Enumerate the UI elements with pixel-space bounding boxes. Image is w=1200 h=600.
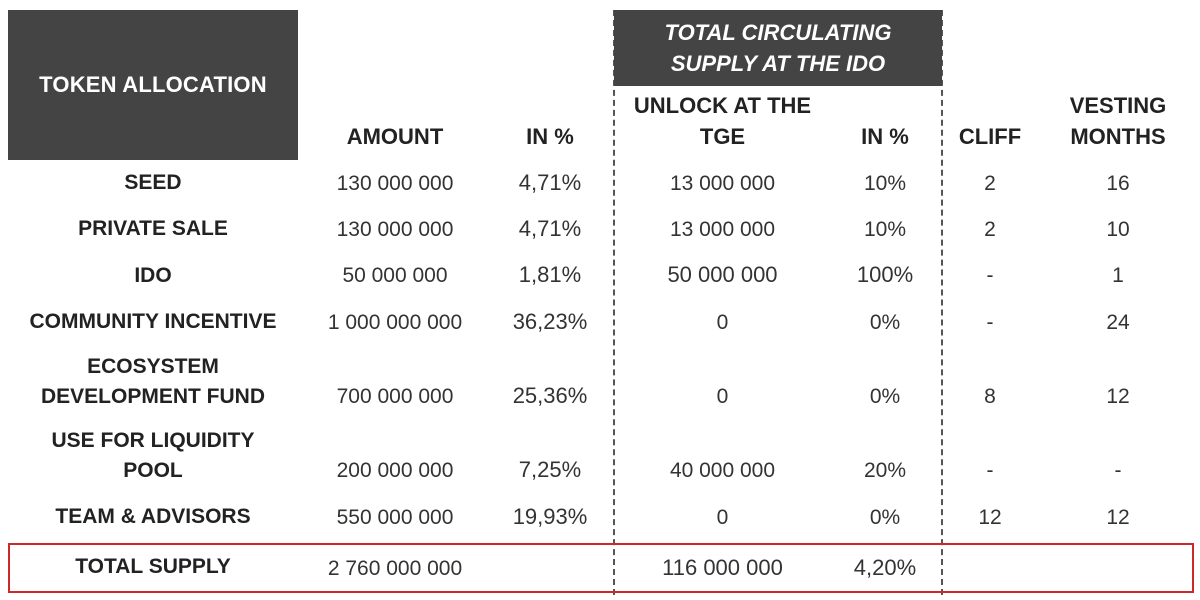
unlock-pct-cell: 0%: [869, 506, 901, 529]
token-allocation-title: TOKEN ALLOCATION: [39, 72, 267, 97]
circulating-divider-right: [941, 10, 943, 595]
amount-cell: 130 000 000: [336, 172, 454, 195]
total-supply-label: TOTAL SUPPLY: [75, 555, 231, 578]
amount-cell: 200 000 000: [336, 459, 454, 482]
amount-cell: 1 000 000 000: [327, 311, 463, 334]
amount-cell: 50 000 000: [342, 264, 448, 287]
amount-cell: 700 000 000: [336, 385, 454, 408]
vesting-cell: 16: [1106, 172, 1130, 195]
circulating-divider-left: [613, 10, 615, 595]
in-pct-cell: 4,71%: [518, 170, 582, 195]
unlock-pct-cell: 100%: [856, 262, 914, 287]
unlock-cell: 0: [716, 506, 729, 529]
vesting-cell: 12: [1106, 385, 1130, 408]
row-label: SEED: [124, 171, 182, 194]
unlock-pct-cell: 20%: [863, 459, 907, 482]
cliff-cell: 2: [984, 172, 996, 195]
column-header-unlock-pct: IN %: [861, 124, 909, 149]
column-header-in-pct: IN %: [526, 124, 574, 149]
column-header-amount: AMOUNT: [346, 124, 444, 149]
vesting-cell: 24: [1106, 311, 1130, 334]
total-unlock-pct-cell: 4,20%: [853, 555, 917, 580]
total-circulating-header: [614, 10, 942, 86]
cliff-cell: 12: [978, 506, 1002, 529]
in-pct-cell: 4,71%: [518, 216, 582, 241]
row-label: IDO: [134, 264, 172, 287]
row-label: ECOSYSTEM DEVELOPMENT FUND: [40, 355, 265, 408]
unlock-cell: 13 000 000: [669, 218, 776, 241]
in-pct-cell: 7,25%: [518, 457, 582, 482]
row-label: USE FOR LIQUIDITY POOL: [51, 429, 255, 482]
total-unlock-cell: 116 000 000: [662, 555, 783, 580]
vesting-cell: 1: [1112, 264, 1124, 287]
unlock-pct-cell: 0%: [869, 311, 901, 334]
unlock-pct-cell: 10%: [863, 218, 907, 241]
in-pct-cell: 36,23%: [512, 309, 588, 334]
vesting-cell: -: [1114, 459, 1122, 482]
unlock-cell: 50 000 000: [667, 262, 778, 287]
column-header-cliff: CLIFF: [958, 124, 1022, 149]
unlock-cell: 40 000 000: [669, 459, 776, 482]
column-header-unlock-tge: UNLOCK AT THE TGE: [633, 93, 812, 149]
token-allocation-header: [8, 10, 298, 160]
cliff-cell: -: [986, 311, 994, 334]
unlock-cell: 0: [716, 385, 729, 408]
column-header-vesting-months: VESTING MONTHS: [1069, 93, 1167, 149]
amount-cell: 550 000 000: [336, 506, 454, 529]
in-pct-cell: 19,93%: [512, 504, 588, 529]
amount-cell: 130 000 000: [336, 218, 454, 241]
total-amount-cell: 2 760 000 000: [327, 557, 463, 580]
unlock-pct-cell: 0%: [869, 385, 901, 408]
cliff-cell: 2: [984, 218, 996, 241]
cliff-cell: 8: [984, 385, 996, 408]
unlock-cell: 0: [716, 311, 729, 334]
cliff-cell: -: [986, 264, 994, 287]
unlock-pct-cell: 10%: [863, 172, 907, 195]
total-circulating-title: TOTAL CIRCULATING SUPPLY AT THE IDO: [664, 20, 892, 76]
vesting-cell: 12: [1106, 506, 1130, 529]
cliff-cell: -: [986, 459, 994, 482]
row-label: COMMUNITY INCENTIVE: [29, 310, 277, 333]
row-label: TEAM & ADVISORS: [55, 505, 251, 528]
unlock-cell: 13 000 000: [669, 172, 776, 195]
vesting-cell: 10: [1106, 218, 1130, 241]
in-pct-cell: 25,36%: [512, 383, 588, 408]
row-label: PRIVATE SALE: [78, 217, 228, 240]
in-pct-cell: 1,81%: [518, 262, 582, 287]
